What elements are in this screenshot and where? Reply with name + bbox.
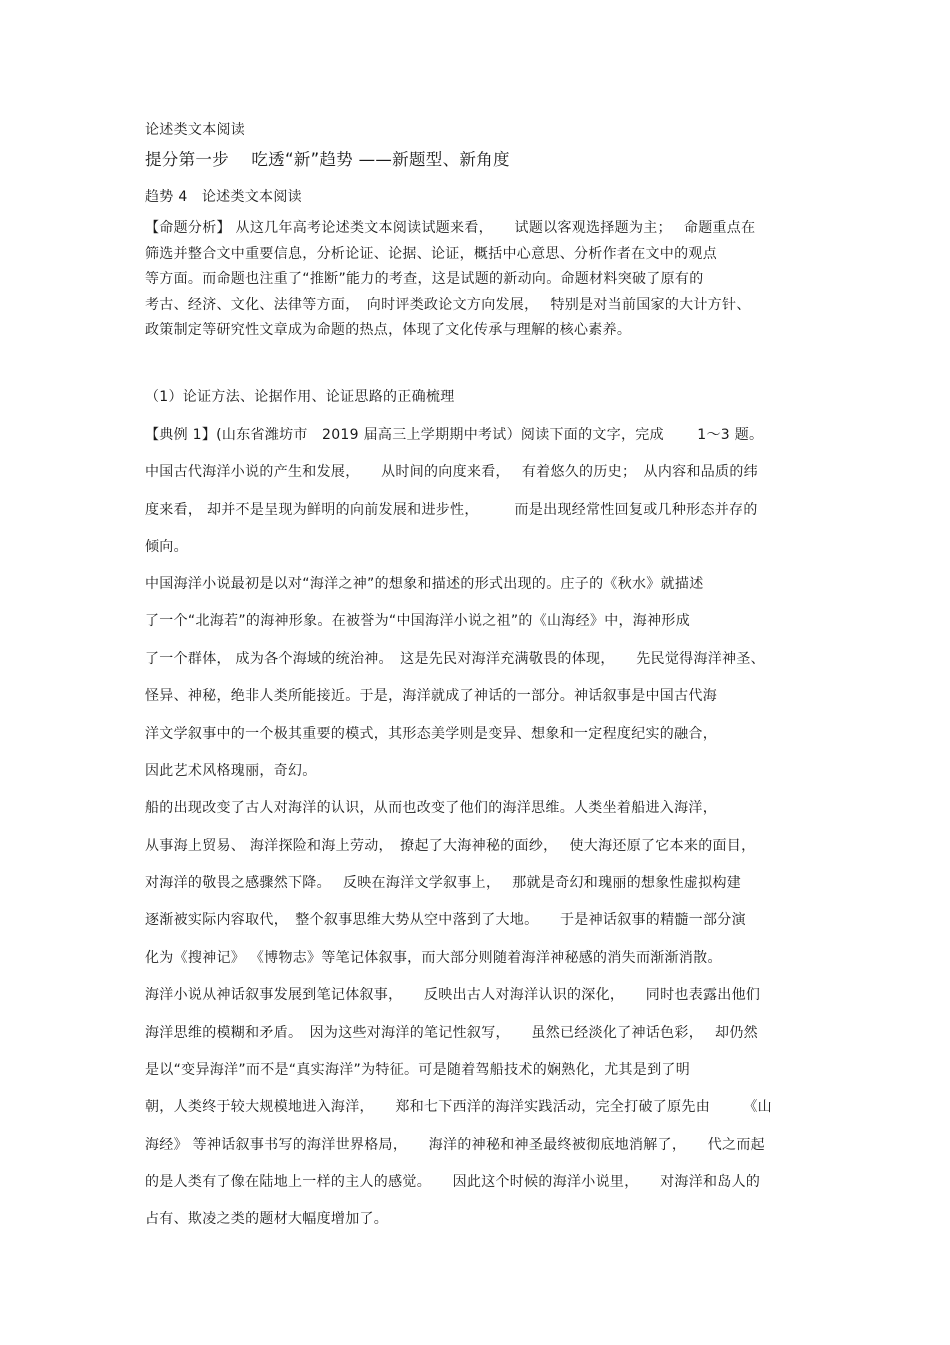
passage-line: 从事海上贸易、 海洋探险和海上劳动， 撩起了大海神秘的面纱， 使大海还原了它本来的面目， — [145, 838, 756, 854]
passage-line: 海经》 等神话叙事书写的海洋世界格局， 海洋的神秘和神圣最终被彻底地消解了， 代之而起 — [145, 1137, 765, 1153]
passage-line: 化为《搜神记》 《博物志》等笔记体叙事，而大部分则随着海洋神秘感的消失而渐渐消散。 — [145, 950, 722, 966]
passage-line: 的是人类有了像在陆地上一样的主人的感觉。 因此这个时候的海洋小说里， 对海洋和岛人的 — [145, 1174, 761, 1190]
passage-line: 逐渐被实际内容取代， 整个叙事思维大势从空中落到了大地。 于是神话叙事的精髓一部分演 — [145, 912, 746, 928]
passage-line: 洋文学叙事中的一个极其重要的模式，其形态美学则是变异、想象和一定程度纪实的融合， — [145, 726, 717, 742]
document-subtitle: 提分第一步 吃透“新”趋势 ——新题型、新角度 — [145, 150, 510, 169]
passage-line: 中国海洋小说最初是以对“海洋之神”的想象和描述的形式出现的。庄子的《秋水》就描述 — [145, 576, 704, 592]
analysis-line: 【命题分析】 从这几年高考论述类文本阅读试题来看， 试题以客观选择题为主； 命题重点在 — [145, 220, 756, 236]
section-heading: （1）论证方法、论据作用、论证思路的正确梳理 — [145, 389, 455, 405]
passage-line: 对海洋的敬畏之感骤然下降。 反映在海洋文学叙事上， 那就是奇幻和瑰丽的想象性虚拟构建 — [145, 875, 742, 891]
passage-line: 度来看， 却并不是呈现为鲜明的向前发展和进步性， 而是出现经常性回复或几种形态并存的 — [145, 502, 758, 518]
analysis-line: 筛选并整合文中重要信息，分析论证、论据、论证，概括中心意思、分析作者在文中的观点 — [145, 246, 717, 262]
passage-line: 船的出现改变了古人对海洋的认识，从而也改变了他们的海洋思维。人类坐着船进入海洋， — [145, 800, 717, 816]
trend-heading: 趋势 4 论述类文本阅读 — [145, 189, 302, 205]
passage-line: 海洋思维的模糊和矛盾。 因为这些对海洋的笔记性叙写， 虽然已经淡化了神话色彩， 却仍然 — [145, 1025, 758, 1041]
passage-line: 朝，人类终于较大规模地进入海洋， 郑和七下西洋的海洋实践活动，完全打破了原先由 《山 — [145, 1099, 772, 1115]
passage-line: 了一个群体， 成为各个海域的统治神。 这是先民对海洋充满敬畏的体现， 先民觉得海洋神圣、 — [145, 651, 765, 667]
passage-line: 海洋小说从神话叙事发展到笔记体叙事， 反映出古人对海洋认识的深化， 同时也表露出他们 — [145, 987, 761, 1003]
passage-line: 中国古代海洋小说的产生和发展， 从时间的向度来看， 有着悠久的历史； 从内容和品质的纬 — [145, 464, 758, 480]
passage-line: 倾向。 — [145, 539, 188, 555]
analysis-line: 政策制定等研究性文章成为命题的热点，体现了文化传承与理解的核心素养。 — [145, 322, 632, 338]
example-line: 【典例 1】(山东省潍坊市 2019 届高三上学期期中考试）阅读下面的文字，完成 1～3 题。 — [145, 427, 764, 443]
analysis-line: 等方面。而命题也注重了“推断”能力的考查，这是试题的新动向。命题材料突破了原有的 — [145, 271, 704, 287]
passage-line: 因此艺术风格瑰丽，奇幻。 — [145, 763, 317, 779]
passage-line: 占有、欺凌之类的题材大幅度增加了。 — [145, 1211, 389, 1227]
passage-line: 了一个“北海若”的海神形象。在被誉为“中国海洋小说之祖”的《山海经》中，海神形成 — [145, 613, 691, 629]
passage-line: 怪异、神秘，绝非人类所能接近。于是，海洋就成了神话的一部分。神话叙事是中国古代海 — [145, 688, 717, 704]
document-title: 论述类文本阅读 — [145, 122, 246, 138]
passage-line: 是以“变异海洋”而不是“真实海洋”为特征。可是随着驾船技术的娴熟化，尤其是到了明 — [145, 1062, 691, 1078]
analysis-line: 考古、经济、文化、法律等方面， 向时评类政论文方向发展， 特别是对当前国家的大计方针、 — [145, 297, 751, 313]
